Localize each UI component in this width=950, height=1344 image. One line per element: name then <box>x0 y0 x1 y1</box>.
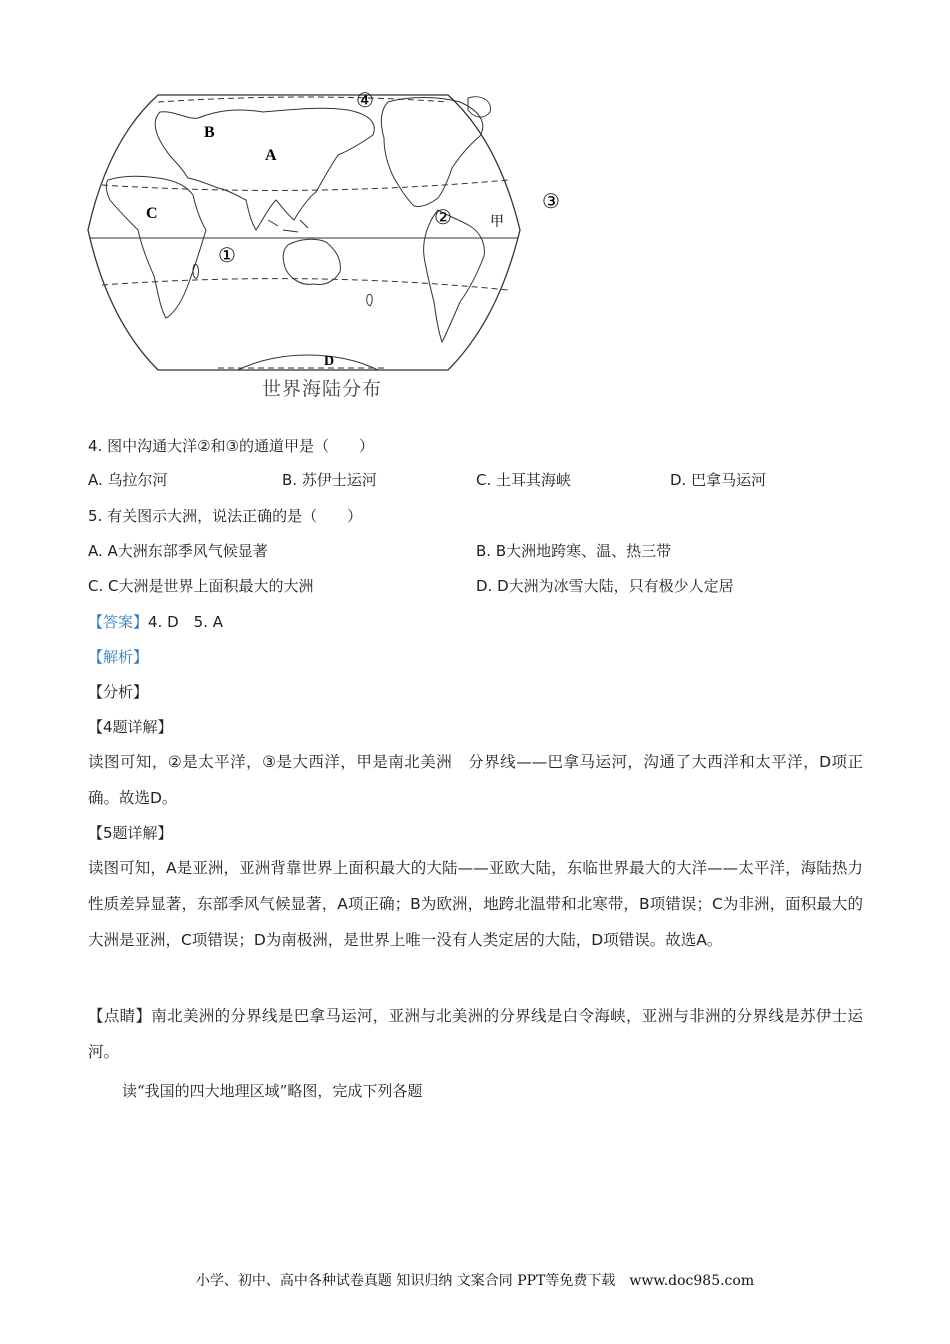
world-map <box>88 80 560 380</box>
dianjing-block <box>88 998 863 1070</box>
q5-stem: 5. 有关图示大洲，说法正确的是（ ） <box>88 507 363 525</box>
q5-option-b: B. B大洲地跨寒、温、热三带 <box>476 542 672 560</box>
q5-option-a: A. A大洲东部季风气候显著 <box>88 542 268 560</box>
q4-stem: 4. 图中沟通大洋②和③的通道甲是（ ） <box>88 437 374 455</box>
q4-option-c: C. 土耳其海峡 <box>476 471 572 489</box>
detail-5-heading: 【5题详解】 <box>88 824 173 842</box>
detail-4-paragraph: 读图可知，②是太平洋，③是大西洋，甲是南北美洲 分界线——巴拿马运河，沟通了大西洋和太平洋，D项正确。故选D。 <box>88 753 863 807</box>
map-label-ocean-2: ② <box>434 205 452 229</box>
detail-4-text <box>88 744 863 816</box>
q5-option-c: C. C大洲是世界上面积最大的大洲 <box>88 577 314 595</box>
detail-4-heading: 【4题详解】 <box>88 718 173 736</box>
map-label-d: D <box>324 354 335 369</box>
detail-5-paragraph: 读图可知，A是亚洲，亚洲背靠世界上面积最大的大陆——亚欧大陆，东临世界最大的大洋——太平洋，海陆热力性质差异显著，东部季风气候显著，A项正确；B为欧洲，地跨北温带和北寒带，B项错误；C为非洲，面积最大的大洲是亚洲，C项错误；D为南极洲，是世界上唯一没有人类定居的大陆，D项错误。故选A。 <box>88 859 863 949</box>
q5-option-d: D. D大洲为冰雪大陆，只有极少人定居 <box>476 577 734 595</box>
dianjing-tag: 【点睛】 <box>88 1007 152 1025</box>
answer-line <box>88 612 223 632</box>
map-label-jia: 甲 <box>490 214 504 230</box>
analysis-tag: 【解析】 <box>88 648 149 666</box>
map-label-ocean-4: ④ <box>356 88 374 112</box>
q4-option-a: A. 乌拉尔河 <box>88 471 168 489</box>
map-label-a: A <box>265 147 277 164</box>
map-title: 世界海陆分布 <box>262 378 383 400</box>
read-prompt: 读“我国的四大地理区域”略图，完成下列各题 <box>122 1082 423 1100</box>
page-footer: 小学、初中、高中各种试卷真题 知识归纳 文案合同 PPT等免费下载 www.doc985.com <box>195 1273 755 1289</box>
answer-tag: 【答案】 <box>88 613 149 631</box>
map-label-c: C <box>146 205 158 222</box>
map-label-ocean-3: ③ <box>542 189 560 213</box>
dianjing-text: 南北美洲的分界线是巴拿马运河，亚洲与北美洲的分界线是白令海峡，亚洲与非洲的分界线是苏伊士运河。 <box>88 1007 863 1061</box>
q4-option-d: D. 巴拿马运河 <box>670 471 767 489</box>
map-label-ocean-1: ① <box>218 243 236 267</box>
q4-option-b: B. 苏伊士运河 <box>282 471 377 489</box>
world-map-figure <box>88 80 560 410</box>
fenxi-heading: 【分析】 <box>88 683 149 701</box>
map-label-b: B <box>204 124 215 141</box>
answer-text: 4. D 5. A <box>148 613 223 631</box>
detail-5-text <box>88 850 863 958</box>
